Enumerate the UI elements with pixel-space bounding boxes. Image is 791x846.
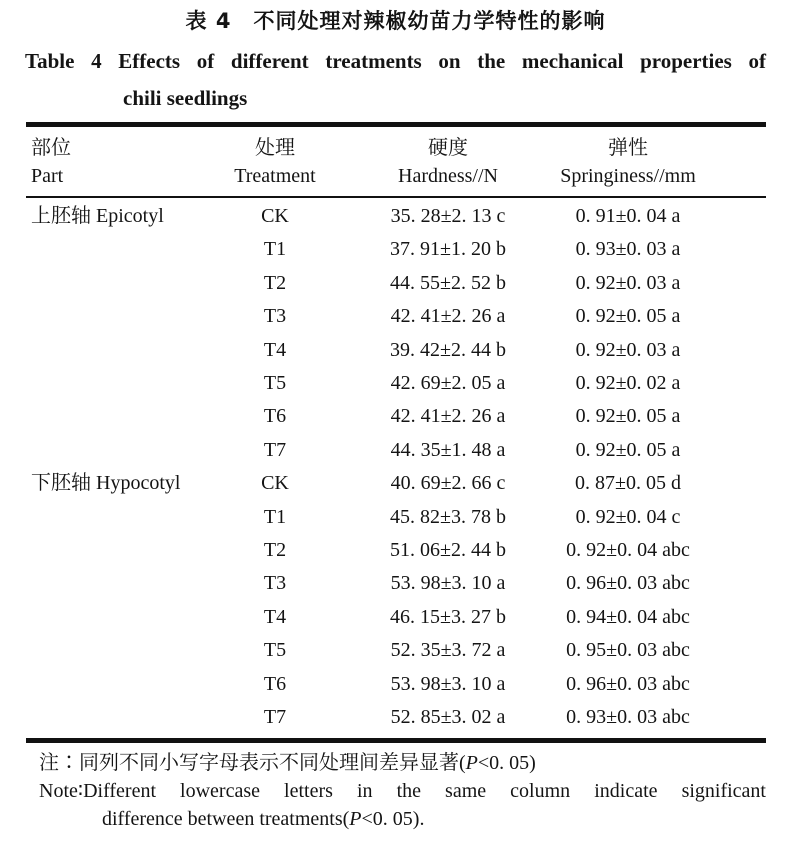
cell-treatment: T3: [263, 305, 287, 328]
table-title-english-line2: chili seedlings: [123, 86, 248, 110]
cell-treatment: T7: [263, 706, 287, 729]
cell-part: [26, 367, 191, 400]
cell-treatment: T2: [263, 539, 287, 562]
note-chinese-p-symbol: P: [465, 751, 478, 774]
cell-hardness: 45. 82±3. 78 b: [390, 505, 506, 528]
table-notes: [26, 749, 766, 833]
cell-springiness: 0. 92±0. 03 a: [575, 271, 681, 294]
cell-part: [26, 233, 191, 266]
cell-hardness: 37. 91±1. 20 b: [390, 238, 506, 261]
table-row: [26, 367, 766, 400]
cell-springiness: 0. 94±0. 04 abc: [566, 605, 690, 628]
note-english-line1: Note∶Different lowercase letters in the same column indicate significant: [39, 779, 766, 802]
column-header-part: [26, 134, 191, 190]
cell-part: [26, 434, 191, 467]
cell-springiness: 0. 87±0. 05 d: [575, 472, 681, 495]
note-english-p-symbol: P: [349, 807, 362, 830]
table-header-row: [26, 127, 766, 198]
cell-springiness: 0. 92±0. 04 c: [575, 505, 681, 528]
cell-part: [26, 668, 191, 701]
cell-springiness: 0. 92±0. 05 a: [575, 305, 681, 328]
column-header-treatment-cn: 处理: [255, 137, 295, 159]
table-row: [26, 534, 766, 567]
cell-treatment: T4: [263, 605, 287, 628]
table-title-english: [25, 46, 766, 113]
table-row: [26, 634, 766, 667]
cell-springiness: 0. 95±0. 03 abc: [566, 639, 690, 662]
table-title-english-line1: Table 4 Effects of different treatments on the mechanical properties of: [25, 49, 766, 73]
cell-part: 下胚轴 Hypocotyl: [31, 472, 181, 495]
cell-hardness: 44. 35±1. 48 a: [390, 438, 506, 461]
cell-hardness: 53. 98±3. 10 a: [390, 572, 506, 595]
cell-springiness: 0. 96±0. 03 abc: [566, 672, 690, 695]
column-header-springiness-cn: 弹性: [608, 137, 648, 159]
column-header-hardness-en: Hardness//N: [398, 165, 498, 187]
cell-treatment: T5: [263, 639, 287, 662]
cell-part: [26, 567, 191, 600]
cell-springiness: 0. 92±0. 02 a: [575, 372, 681, 395]
cell-part: 上胚轴 Epicotyl: [31, 205, 164, 227]
cell-treatment: T5: [263, 372, 287, 395]
column-header-treatment: [191, 134, 359, 190]
column-header-treatment-en: Treatment: [234, 165, 316, 187]
table-body: [26, 198, 766, 738]
cell-treatment: T2: [263, 271, 287, 294]
cell-springiness: 0. 92±0. 05 a: [575, 405, 681, 428]
note-english-line2-suffix: <0. 05).: [361, 807, 425, 830]
column-header-springiness-en: Springiness//mm: [560, 165, 696, 187]
cell-hardness: 35. 28±2. 13 c: [390, 205, 506, 227]
cell-part: [26, 701, 191, 734]
cell-springiness: 0. 91±0. 04 a: [575, 205, 681, 227]
cell-springiness: 0. 93±0. 03 abc: [566, 706, 690, 729]
cell-springiness: 0. 92±0. 03 a: [575, 338, 681, 361]
table-row: [26, 501, 766, 534]
column-header-hardness: [359, 134, 537, 190]
table-title-chinese: 表 4 不同处理对辣椒幼苗力学特性的影响: [185, 9, 606, 33]
cell-treatment: CK: [261, 472, 289, 495]
cell-treatment: T1: [263, 238, 287, 261]
note-chinese: [26, 749, 766, 777]
table-row: [26, 434, 766, 467]
cell-part: [26, 601, 191, 634]
table-row: [26, 668, 766, 701]
table-row: [26, 400, 766, 433]
cell-hardness: 53. 98±3. 10 a: [390, 672, 506, 695]
table-row: [26, 601, 766, 634]
cell-treatment: T3: [263, 572, 287, 595]
cell-springiness: 0. 92±0. 04 abc: [566, 539, 690, 562]
column-header-part-en: Part: [31, 165, 64, 187]
table-row: [26, 334, 766, 367]
data-table: [26, 122, 766, 743]
cell-hardness: 52. 85±3. 02 a: [390, 706, 506, 729]
cell-hardness: 42. 41±2. 26 a: [390, 405, 506, 428]
cell-treatment: T7: [263, 438, 287, 461]
cell-hardness: 42. 41±2. 26 a: [390, 305, 506, 328]
cell-hardness: 39. 42±2. 44 b: [390, 338, 506, 361]
cell-springiness: 0. 93±0. 03 a: [575, 238, 681, 261]
cell-treatment: T6: [263, 405, 287, 428]
cell-part: [26, 400, 191, 433]
cell-part: [26, 334, 191, 367]
cell-springiness: 0. 96±0. 03 abc: [566, 572, 690, 595]
cell-hardness: 40. 69±2. 66 c: [390, 472, 506, 495]
column-header-springiness: [537, 134, 719, 190]
note-chinese-suffix: <0. 05): [477, 751, 536, 774]
cell-hardness: 46. 15±3. 27 b: [390, 605, 506, 628]
table-row: [26, 567, 766, 600]
cell-part: [26, 501, 191, 534]
cell-part: [26, 267, 191, 300]
cell-springiness: 0. 92±0. 05 a: [575, 438, 681, 461]
cell-treatment: T1: [263, 505, 287, 528]
cell-treatment: CK: [261, 205, 289, 227]
cell-hardness: 51. 06±2. 44 b: [390, 539, 506, 562]
table-row: [26, 233, 766, 266]
table-row: [26, 267, 766, 300]
cell-hardness: 42. 69±2. 05 a: [390, 372, 506, 395]
cell-hardness: 52. 35±3. 72 a: [390, 639, 506, 662]
cell-part: [26, 300, 191, 333]
table-row: [26, 300, 766, 333]
note-chinese-text: 注∶同列不同小写字母表示不同处理间差异显著(: [39, 751, 466, 774]
cell-part: [26, 634, 191, 667]
note-english-line2: [26, 805, 766, 833]
cell-treatment: T4: [263, 338, 287, 361]
cell-hardness: 44. 55±2. 52 b: [390, 271, 506, 294]
cell-part: [26, 534, 191, 567]
table-row: [26, 701, 766, 734]
note-english-line2-text: difference between treatments(: [102, 807, 350, 830]
column-header-part-cn: 部位: [31, 137, 71, 159]
table-row: [26, 200, 766, 233]
column-header-hardness-cn: 硬度: [428, 137, 468, 159]
table-row: [26, 467, 766, 500]
cell-treatment: T6: [263, 672, 287, 695]
